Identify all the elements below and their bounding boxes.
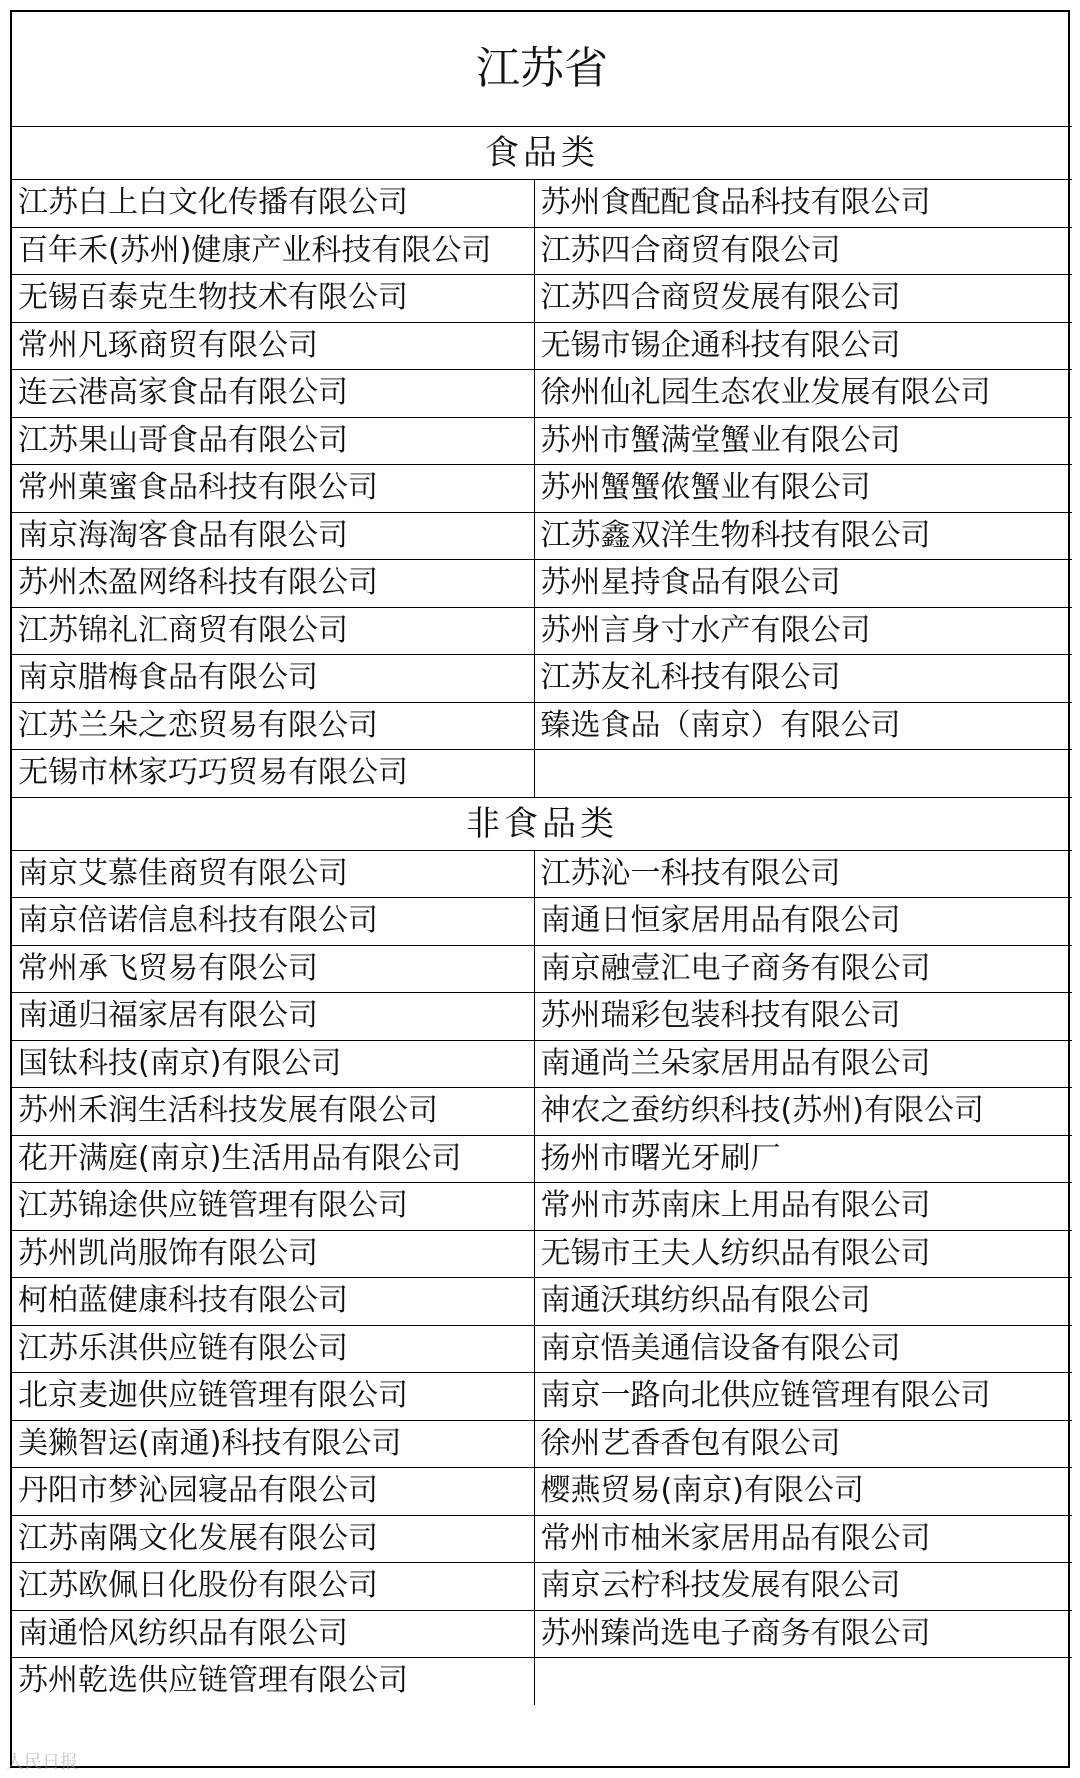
table-row [12,1325,1072,1373]
company-name-cell: 江苏锦途供应链管理有限公司 [12,1183,534,1231]
company-name-cell: 苏州杰盈网络科技有限公司 [12,560,534,608]
company-name-cell: 无锡百泰克生物技术有限公司 [12,275,534,323]
company-name-cell: 江苏乐淇供应链有限公司 [12,1325,534,1373]
table-row [12,850,1072,898]
table-row [12,607,1072,655]
table-row [12,1183,1072,1231]
company-name-cell: 江苏友礼科技有限公司 [534,655,1072,703]
company-name-cell: 南京悟美通信设备有限公司 [534,1325,1072,1373]
company-name-cell: 苏州星持食品有限公司 [534,560,1072,608]
table-row [12,560,1072,608]
table-row [12,1278,1072,1326]
company-name-cell: 江苏南隅文化发展有限公司 [12,1515,534,1563]
table-row [12,898,1072,946]
company-name-cell: 南京融壹汇电子商务有限公司 [534,945,1072,993]
section-heading: 食品类 [12,127,1072,180]
company-name-cell: 常州菓蜜食品科技有限公司 [12,465,534,513]
company-name-cell: 百年禾(苏州)健康产业科技有限公司 [12,227,534,275]
company-name-cell: 苏州食配配食品科技有限公司 [534,180,1072,228]
company-name-cell: 苏州市蟹满堂蟹业有限公司 [534,417,1072,465]
company-name-cell: 国钛科技(南京)有限公司 [12,1040,534,1088]
company-name-cell: 无锡市锡企通科技有限公司 [534,322,1072,370]
company-name-cell: 苏州瑞彩包装科技有限公司 [534,993,1072,1041]
company-name-cell: 苏州蟹蟹侬蟹业有限公司 [534,465,1072,513]
table-row [12,180,1072,228]
watermark-text: 人民日报 [6,1752,78,1773]
company-name-cell: 南京艾慕佳商贸有限公司 [12,850,534,898]
company-name-cell: 苏州凯尚服饰有限公司 [12,1230,534,1278]
company-name-cell: 南京一路向北供应链管理有限公司 [534,1373,1072,1421]
company-name-cell: 南通沃琪纺织品有限公司 [534,1278,1072,1326]
company-name-cell: 南通尚兰朵家居用品有限公司 [534,1040,1072,1088]
table-row [12,993,1072,1041]
company-name-cell: 常州市苏南床上用品有限公司 [534,1183,1072,1231]
section-heading: 非食品类 [12,797,1072,850]
table-row [12,1563,1072,1611]
company-name-cell: 徐州仙礼园生态农业发展有限公司 [534,370,1072,418]
company-name-cell: 苏州言身寸水产有限公司 [534,607,1072,655]
table-row [12,1658,1072,1705]
table-row [12,1610,1072,1658]
company-name-cell: 柯柏蓝健康科技有限公司 [12,1278,534,1326]
company-name-cell: 南通日恒家居用品有限公司 [534,898,1072,946]
company-name-cell: 苏州乾选供应链管理有限公司 [12,1658,534,1705]
company-name-cell: 江苏沁一科技有限公司 [534,850,1072,898]
company-name-cell: 常州凡琢商贸有限公司 [12,322,534,370]
province-title: 江苏省 [12,12,1072,127]
company-name-cell: 连云港高家食品有限公司 [12,370,534,418]
company-name-cell: 南京倍诺信息科技有限公司 [12,898,534,946]
table-row [12,227,1072,275]
table-row [12,1230,1072,1278]
company-name-cell: 南通恰风纺织品有限公司 [12,1610,534,1658]
company-name-cell: 江苏鑫双洋生物科技有限公司 [534,512,1072,560]
company-name-cell: 南京腊梅食品有限公司 [12,655,534,703]
company-name-cell: 丹阳市梦沁园寝品有限公司 [12,1468,534,1516]
table-row [12,1040,1072,1088]
company-name-cell: 神农之蚕纺织科技(苏州)有限公司 [534,1088,1072,1136]
company-name-cell: 苏州禾润生活科技发展有限公司 [12,1088,534,1136]
company-list-sheet [10,10,1070,1768]
table-row [12,370,1072,418]
company-name-cell: 江苏白上白文化传播有限公司 [12,180,534,228]
company-name-cell: 江苏锦礼汇商贸有限公司 [12,607,534,655]
table-row [12,1420,1072,1468]
company-name-cell: 常州承飞贸易有限公司 [12,945,534,993]
company-name-cell: 无锡市王夫人纺织品有限公司 [534,1230,1072,1278]
company-name-cell: 北京麦迦供应链管理有限公司 [12,1373,534,1421]
table-row [12,945,1072,993]
company-name-cell [534,750,1072,798]
company-name-cell: 江苏欧佩日化股份有限公司 [12,1563,534,1611]
section-heading-row [12,797,1072,850]
company-name-cell: 臻选食品（南京）有限公司 [534,702,1072,750]
company-name-cell: 江苏兰朵之恋贸易有限公司 [12,702,534,750]
company-name-cell: 花开满庭(南京)生活用品有限公司 [12,1135,534,1183]
table-row [12,512,1072,560]
section-heading-row [12,127,1072,180]
table-row [12,465,1072,513]
company-name-cell: 美獭智运(南通)科技有限公司 [12,1420,534,1468]
table-row [12,702,1072,750]
company-name-cell: 南通归福家居有限公司 [12,993,534,1041]
table-row [12,1373,1072,1421]
company-name-cell: 江苏四合商贸发展有限公司 [534,275,1072,323]
company-name-cell [534,1658,1072,1705]
table-row [12,1135,1072,1183]
company-name-cell: 常州市柚米家居用品有限公司 [534,1515,1072,1563]
company-name-cell: 徐州艺香香包有限公司 [534,1420,1072,1468]
table-row [12,417,1072,465]
table-row [12,275,1072,323]
company-name-cell: 南京海淘客食品有限公司 [12,512,534,560]
table-row [12,750,1072,798]
company-table [12,12,1072,1705]
title-row [12,12,1072,127]
company-name-cell: 无锡市林家巧巧贸易有限公司 [12,750,534,798]
table-row [12,1515,1072,1563]
company-name-cell: 江苏四合商贸有限公司 [534,227,1072,275]
company-name-cell: 南京云柠科技发展有限公司 [534,1563,1072,1611]
table-row [12,1468,1072,1516]
table-row [12,655,1072,703]
company-name-cell: 苏州臻尚选电子商务有限公司 [534,1610,1072,1658]
table-row [12,322,1072,370]
company-name-cell: 樱燕贸易(南京)有限公司 [534,1468,1072,1516]
company-name-cell: 扬州市曙光牙刷厂 [534,1135,1072,1183]
company-name-cell: 江苏果山哥食品有限公司 [12,417,534,465]
table-row [12,1088,1072,1136]
